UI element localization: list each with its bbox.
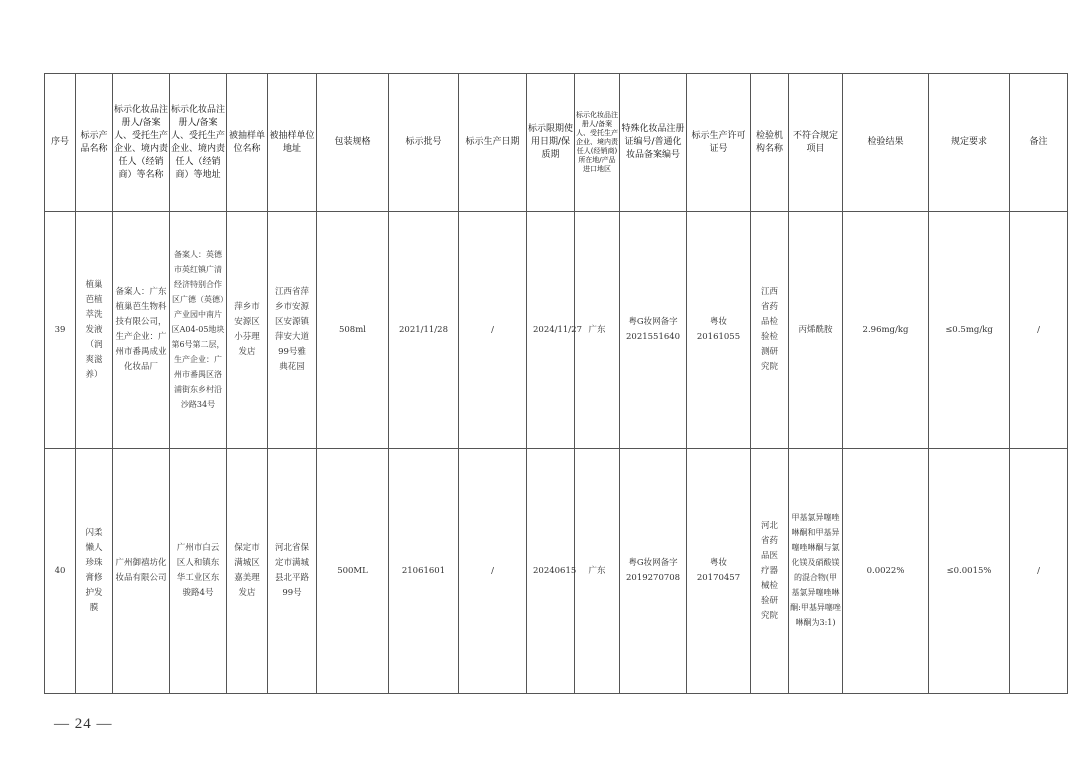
header-row bbox=[45, 74, 1068, 212]
cell-seq: 40 bbox=[45, 449, 76, 694]
cell-batch-no: 2021/11/28 bbox=[389, 212, 459, 449]
header-inspection-agency: 检验机构名称 bbox=[751, 74, 789, 212]
header-filing-no: 特殊化妆品注册证编号/普通化妆品备案编号 bbox=[620, 74, 687, 212]
cell-sampled-unit-name: 保定市满城区嘉美理发店 bbox=[227, 449, 268, 694]
cell-result: 0.0022% bbox=[843, 449, 929, 694]
cell-seq: 39 bbox=[45, 212, 76, 449]
header-sampled-unit-name: 被抽样单位名称 bbox=[227, 74, 268, 212]
cell-license-no: 粤妆20161055 bbox=[687, 212, 751, 449]
cell-origin: 广东 bbox=[575, 212, 620, 449]
cell-registrant-address bbox=[170, 212, 227, 449]
cell-batch-no: 21061601 bbox=[389, 449, 459, 694]
header-batch-no: 标示批号 bbox=[389, 74, 459, 212]
header-sampled-unit-address: 被抽样单位地址 bbox=[268, 74, 317, 212]
inspection-table bbox=[44, 73, 1068, 694]
cell-product-name: 闪柔懒人珍珠膏修护发膜 bbox=[76, 449, 113, 694]
header-production-date: 标示生产日期 bbox=[459, 74, 527, 212]
page-number: — 24 — bbox=[54, 716, 113, 732]
cell-expiry: 20240615 bbox=[527, 449, 575, 694]
cell-nonconforming-item-text: 甲基氯异噻唑啉酮和甲基异噻唑啉酮与氯化镁及硝酸镁的混合物(甲基氯异噻唑啉酮:甲基异噻唑啉酮为3:1) bbox=[790, 513, 841, 627]
cell-result: 2.96mg/kg bbox=[843, 212, 929, 449]
cell-requirement: ≤0.0015% bbox=[929, 449, 1010, 694]
cell-remark: / bbox=[1010, 212, 1068, 449]
cell-requirement: ≤0.5mg/kg bbox=[929, 212, 1010, 449]
cell-filing-no: 粤G妆网备字2021551640 bbox=[620, 212, 687, 449]
cell-registrant-address: 广州市白云区人和镇东华工业区东骏路4号 bbox=[170, 449, 227, 694]
table-row bbox=[45, 212, 1068, 449]
cell-inspection-agency: 河北省药品医疗器械检验研究院 bbox=[751, 449, 789, 694]
header-requirement: 规定要求 bbox=[929, 74, 1010, 212]
cell-nonconforming-item: 丙烯酰胺 bbox=[789, 212, 843, 449]
cell-sampled-unit-address: 河北省保定市满城县北平路99号 bbox=[268, 449, 317, 694]
cell-product-name: 植巢芭植萃洗发液（润爽滋养） bbox=[76, 212, 113, 449]
header-license-no: 标示生产许可证号 bbox=[687, 74, 751, 212]
table-row bbox=[45, 449, 1068, 694]
cell-production-date: / bbox=[459, 212, 527, 449]
header-result: 检验结果 bbox=[843, 74, 929, 212]
cell-registrant-name: 广州御禧坊化妆品有限公司 bbox=[113, 449, 170, 694]
cell-registrant-name: 备案人：广东植巢芭生物科技有限公司，生产企业：广州市番禺成业化妆品厂 bbox=[113, 212, 170, 449]
header-origin: 标示化妆品注册人/备案人、受托生产企业、境内责任人(经销商)所在地/产品进口地区 bbox=[575, 74, 620, 212]
cell-inspection-agency: 江西省药品检验检测研究院 bbox=[751, 212, 789, 449]
cell-filing-no: 粤G妆网备字2019270708 bbox=[620, 449, 687, 694]
cell-remark: / bbox=[1010, 449, 1068, 694]
header-seq: 序号 bbox=[45, 74, 76, 212]
header-registrant-name: 标示化妆品注册人/备案人、受托生产企业、境内责任人（经销商）等名称 bbox=[113, 74, 170, 212]
cell-registrant-address-text: 备案人：英德市英红镇广清经济特别合作区广德（英德）产业园中南片区A04-05地块第6号第二层，生产企业：广州市番禺区洛浦街东乡村沿沙路34号 bbox=[171, 249, 225, 409]
header-remark: 备注 bbox=[1010, 74, 1068, 212]
cell-package-spec: 508ml bbox=[317, 212, 389, 449]
header-registrant-address: 标示化妆品注册人/备案人、受托生产企业、境内责任人（经销商）等地址 bbox=[170, 74, 227, 212]
header-nonconforming-item: 不符合规定项目 bbox=[789, 74, 843, 212]
header-expiry: 标示限期使用日期/保质期 bbox=[527, 74, 575, 212]
cell-license-no: 粤妆20170457 bbox=[687, 449, 751, 694]
cell-origin: 广东 bbox=[575, 449, 620, 694]
header-product-name: 标示产品名称 bbox=[76, 74, 113, 212]
cell-package-spec: 500ML bbox=[317, 449, 389, 694]
cell-production-date: / bbox=[459, 449, 527, 694]
cell-nonconforming-item bbox=[789, 449, 843, 694]
header-package-spec: 包装规格 bbox=[317, 74, 389, 212]
cell-sampled-unit-name: 萍乡市安源区小芬理发店 bbox=[227, 212, 268, 449]
cell-sampled-unit-address: 江西省萍乡市安源区安源镇萍安大道99号雅典花园 bbox=[268, 212, 317, 449]
cell-expiry: 2024/11/27 bbox=[527, 212, 575, 449]
